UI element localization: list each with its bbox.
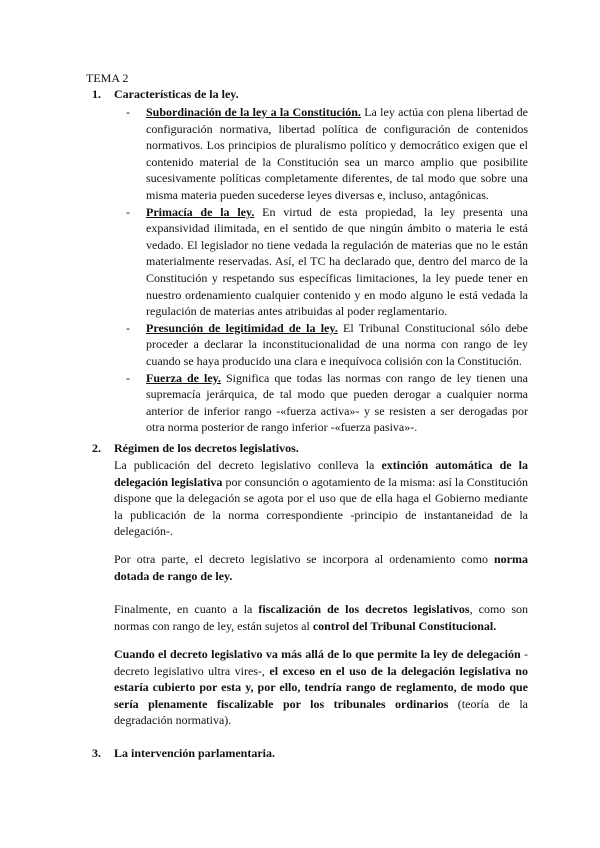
paragraph-bold-text: extinción automática de la delegación legislativa [114,458,529,489]
paragraph-bold-text: Cuando el decreto legislativo va más allá de lo que permite la ley de delegación [114,647,521,661]
paragraph-text: Finalmente, en cuanto a la [114,602,259,616]
list-dash: - [126,105,130,119]
item-term: Subordinación de la ley a la Constitución. [146,105,361,119]
section-3-number: 3. [92,746,101,760]
item-text: La ley actúa con plena libertad de configuración normativa, libertad política de configuración de contenidos normativos. Los principios de pluralismo político y democrático exigen que el contenido material de la Constitución sea un marco amplio que posibilite sucesivamente políticas completamente diferentes, de tal modo que sobre una misma materia pueden sucederse leyes diversas e, incluso, antagónicas. [146,105,528,202]
item-term: Fuerza de ley. [146,370,221,385]
paragraph-bold-text: fiscalización de los decretos legislativos [258,602,470,616]
item-term: Primacía de la ley. [146,204,255,219]
paragraph-text: , como son normas con rango de ley, están sujetos al [114,602,528,633]
list-item-presumption [126,320,528,370]
section-3-title [92,745,275,762]
paragraph-text: Por otra parte, el decreto legislativo se incorpora al ordenamiento como [114,552,494,566]
section-3-title-text: La intervención parlamentaria. [114,746,275,760]
paragraph-bold-text: el exceso en el uso de la delegación legislativa no estaría cubierto por esta y, por ello, tendría rango de reglamento, de modo que sería plenamente fiscalizable por los tribunales ordinarios [114,663,528,711]
paragraph-extinction [114,457,528,540]
paragraph-text: por consunción o agotamiento de la misma: así la Constitución dispone que la delegación se agota por el uso que de ella haga el Gobierno mediante la publicación de la norma correspondiente -principio de instantaneidad de la delegación-. [114,474,528,539]
item-text: Significa que todas las normas con rango de ley tienen una supremacía jerárquica, de tal modo que pueden derogar a cualquier norma anterior de inferior rango -«fuerza activa»- y se resisten a ser derogadas por otra norma posterior de rango inferior -«fuerza pasiva»-. [146,370,528,435]
section-2-number: 2. [92,441,101,455]
list-item-primacy [126,204,528,320]
item-text: En virtud de esta propiedad, la ley presenta una expansividad ilimitada, en el sentido de que ningún ámbito o materia le está vedado. El legislador no tiene vedada la regulación de materias que no le están materialmente reservadas. Así, el TC ha declarado que, dentro del marco de la Constitución y respetando sus específicas limitaciones, la ley puede tener en nuestro ordenamiento cualquier contenido y en modo alguno le está vedada la regulación de materias antes atribuidas al poder reglamentario. [146,204,528,319]
paragraph-text: (teoría de la degradación normativa). [114,696,528,728]
list-item-force-of-law [126,370,528,436]
section-1-number: 1. [92,87,101,101]
list-item-subordination [126,104,528,204]
paragraph-text: -decreto legislativo ultra vires-, [114,647,529,678]
document-header: TEMA 2 [86,71,129,85]
paragraph-oversight [114,601,528,634]
paragraph-bold-text: norma dotada de rango de ley. [114,552,528,583]
section-1-title-text: Características de la ley. [114,87,239,101]
item-text: El Tribunal Constitucional sólo debe proceder a declarar la inconstitucionalidad de una norma con rango de ley cuando se haya producido una clara e inequívoca colisión con la Constitución. [146,320,529,368]
section-2-title-text: Régimen de los decretos legislativos. [114,441,299,455]
item-term: Presunción de legitimidad de la ley. [146,320,338,335]
list-dash: - [126,320,130,335]
paragraph-incorporation [114,551,528,584]
section-1-title [92,86,239,103]
paragraph-bold-text: control del Tribunal Constitucional. [312,618,497,633]
list-dash: - [126,204,130,219]
paragraph-text: La publicación del decreto legislativo conlleva la [114,458,382,472]
list-dash: - [126,370,130,385]
characteristics-list [126,104,528,436]
section-2-title [92,440,299,457]
paragraph-ultra-vires [114,646,528,729]
